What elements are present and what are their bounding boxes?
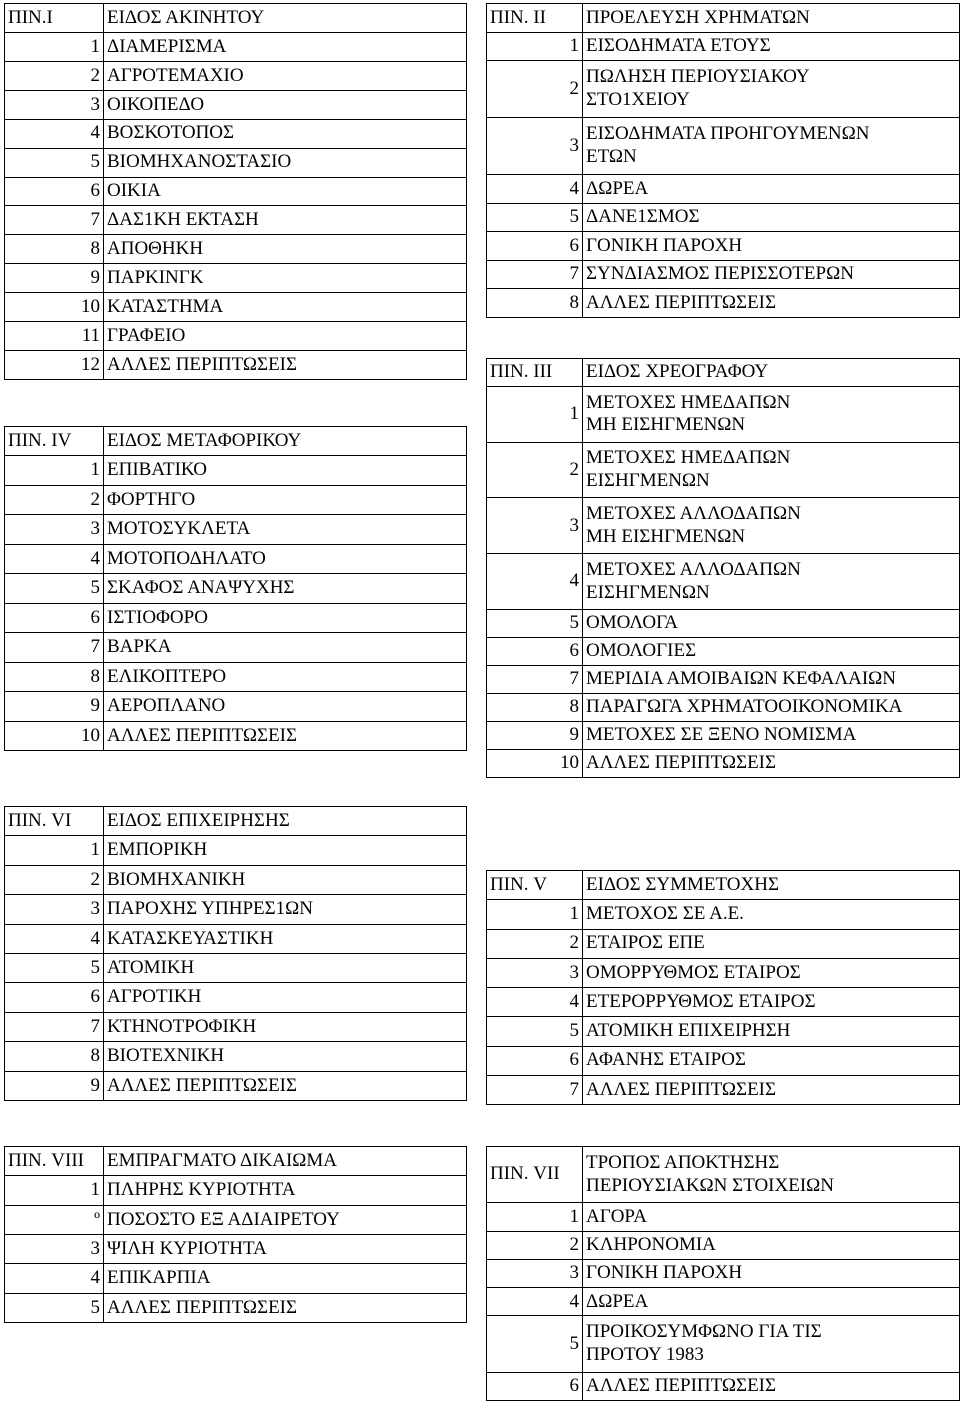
row-label: ΜΕΤΟΧΟΣ ΣΕ Α.Ε. xyxy=(583,900,960,929)
table-business-type xyxy=(4,806,467,1101)
table-row xyxy=(5,32,467,61)
row-label: ΒΑΡΚΑ xyxy=(104,633,467,662)
table-row xyxy=(487,929,960,958)
row-label: ΕΠΙΚΑΡΠΙΑ xyxy=(104,1264,467,1293)
row-code: 9 xyxy=(5,692,104,721)
row-label: ΑΛΛΕΣ ΠΕΡΙΠΤΩΣΕΙΣ xyxy=(104,1293,467,1322)
row-label: ΟΜΟΛΟΓΑ xyxy=(583,609,960,637)
table-money-origin xyxy=(486,3,960,318)
row-code: 12 xyxy=(5,351,104,380)
table-row xyxy=(487,289,960,318)
row-code: 1 xyxy=(487,32,583,61)
table-row xyxy=(487,442,960,498)
row-code: 6 xyxy=(5,603,104,632)
table-header-row xyxy=(5,427,467,456)
table-id: ΠΙΝ. VIII xyxy=(5,1147,104,1176)
row-label: ΜΕΡΙΔΙΑ ΑΜΟΙΒΑΙΩΝ ΚΕΦΑΛΑΙΩΝ xyxy=(583,665,960,693)
row-code: 4 xyxy=(5,924,104,953)
row-label: ΕΤΕΡΟΡΡΥΘΜΟΣ ΕΤΑΙΡΟΣ xyxy=(583,988,960,1017)
row-code: 2 xyxy=(487,1231,583,1259)
row-code: 3 xyxy=(487,1259,583,1287)
table-row xyxy=(5,61,467,90)
table-row xyxy=(5,1176,467,1205)
table-row xyxy=(487,665,960,693)
row-label: ΜΕΤΟΧΕΣ ΑΛΛΟΔΑΠΩΝ ΕΙΣΗΓΜΕΝΩΝ xyxy=(583,554,960,610)
row-label: ΒΙΟΜΗΧΑΝΟΣΤΑΣΙΟ xyxy=(104,148,467,177)
row-label: ΚΑΤΑΣΚΕΥΑΣΤΙΚΗ xyxy=(104,924,467,953)
row-code: 3 xyxy=(5,895,104,924)
table-property-type xyxy=(4,3,467,380)
row-code: 6 xyxy=(487,232,583,261)
row-code: 7 xyxy=(487,260,583,289)
row-code: 3 xyxy=(5,515,104,544)
row-label: ΑΛΛΕΣ ΠΕΡΙΠΤΩΣΕΙΣ xyxy=(583,749,960,777)
row-label: ΔΑΣ1ΚΗ ΕΚΤΑΣΗ xyxy=(104,206,467,235)
table-row xyxy=(487,900,960,929)
table-row xyxy=(5,264,467,293)
row-code: 4 xyxy=(5,1264,104,1293)
row-label: ΑΛΛΕΣ ΠΕΡΙΠΤΩΣΕΙΣ xyxy=(583,289,960,318)
table-property-right xyxy=(4,1146,467,1323)
row-label: ΚΛΗΡΟΝΟΜΙΑ xyxy=(583,1231,960,1259)
row-code: 2 xyxy=(5,61,104,90)
table-row xyxy=(5,119,467,148)
row-label: ΑΦΑΝΗΣ ΕΤΑΙΡΟΣ xyxy=(583,1046,960,1075)
row-code: 6 xyxy=(487,1372,583,1400)
row-label: ΑΛΛΕΣ ΠΕΡΙΠΤΩΣΕΙΣ xyxy=(104,1071,467,1100)
row-code: 1 xyxy=(5,1176,104,1205)
row-label: ΒΙΟΤΕΧΝΙΚΗ xyxy=(104,1042,467,1071)
row-label: ΠΑΡΚΙΝΓΚ xyxy=(104,264,467,293)
table-row xyxy=(5,322,467,351)
table-row xyxy=(5,1234,467,1263)
row-code: 5 xyxy=(5,148,104,177)
row-code: 5 xyxy=(5,574,104,603)
row-label: ΑΓΟΡΑ xyxy=(583,1203,960,1231)
table-id: ΠΙΝ. III xyxy=(487,359,583,387)
table-row xyxy=(5,721,467,750)
row-code: 4 xyxy=(487,175,583,204)
table-participation-type xyxy=(486,870,960,1105)
row-label: ΦΟΡΤΗΓΟ xyxy=(104,485,467,514)
row-label: ΠΑΡΑΓΩΓΑ ΧΡΗΜΑΤΟΟΙΚΟΝΟΜΙΚΑ xyxy=(583,693,960,721)
table-row xyxy=(5,1264,467,1293)
table-id: ΠΙΝ. II xyxy=(487,4,583,33)
table-row xyxy=(5,574,467,603)
row-code: 3 xyxy=(487,118,583,175)
row-label: ΑΠΟΘΗΚΗ xyxy=(104,235,467,264)
row-code: 9 xyxy=(5,264,104,293)
row-label: ΠΟΣΟΣΤΟ ΕΞ ΑΔΙΑΙΡΕΤΟΥ xyxy=(104,1205,467,1234)
table-row xyxy=(5,177,467,206)
row-label: ΓΟΝΙΚΗ ΠΑΡΟΧΗ xyxy=(583,232,960,261)
table-acquisition-method xyxy=(486,1146,960,1401)
row-code: 11 xyxy=(5,322,104,351)
row-code: 3 xyxy=(487,498,583,554)
table-row xyxy=(487,1046,960,1075)
row-label: ΔΑΝΕ1ΣΜΟΣ xyxy=(583,203,960,232)
row-code: 8 xyxy=(487,693,583,721)
row-code: 4 xyxy=(487,554,583,610)
table-vehicle-type xyxy=(4,426,467,751)
table-row xyxy=(5,924,467,953)
row-label: ΠΡΟΙΚΟΣΥΜΦΩΝΟ ΓΙΑ ΤΙΣ ΠΡΟΤΟΥ 1983 xyxy=(583,1316,960,1372)
row-code: 1 xyxy=(487,900,583,929)
row-label: ΓΟΝΙΚΗ ΠΑΡΟΧΗ xyxy=(583,1259,960,1287)
table-header-row xyxy=(487,1147,960,1203)
row-label: ΟΙΚΟΠΕΔΟ xyxy=(104,90,467,119)
row-code: 5 xyxy=(487,203,583,232)
table-row xyxy=(487,1316,960,1372)
table-row xyxy=(5,485,467,514)
row-code: 2 xyxy=(487,61,583,118)
row-label: ΑΛΛΕΣ ΠΕΡΙΠΤΩΣΕΙΣ xyxy=(104,351,467,380)
row-label: ΕΠΙΒΑΤΙΚΟ xyxy=(104,456,467,485)
table-row xyxy=(5,293,467,322)
table-title: ΤΡΟΠΟΣ ΑΠΟΚΤΗΣΗΣ ΠΕΡΙΟΥΣΙΑΚΩΝ ΣΤΟΙΧΕΙΩΝ xyxy=(583,1147,960,1203)
table-row xyxy=(5,206,467,235)
table-id: ΠΙΝ. VI xyxy=(5,807,104,836)
row-label: ΜΟΤΟΠΟΔΗΛΑΤΟ xyxy=(104,544,467,573)
row-code: 8 xyxy=(5,662,104,691)
table-row xyxy=(5,456,467,485)
table-id: ΠΙΝ.Ι xyxy=(5,4,104,33)
row-code: 5 xyxy=(487,1017,583,1046)
row-code: 6 xyxy=(487,1046,583,1075)
row-label: ΑΛΛΕΣ ΠΕΡΙΠΤΩΣΕΙΣ xyxy=(583,1075,960,1104)
table-row xyxy=(487,118,960,175)
table-title: ΕΙΔΟΣ ΜΕΤΑΦΟΡΙΚΟΥ xyxy=(104,427,467,456)
row-code: 1 xyxy=(5,32,104,61)
table-id: ΠΙΝ. IV xyxy=(5,427,104,456)
row-label: ΒΙΟΜΗΧΑΝΙΚΗ xyxy=(104,865,467,894)
table-row xyxy=(5,662,467,691)
row-label: ΠΛΗΡΗΣ ΚΥΡΙΟΤΗΤΑ xyxy=(104,1176,467,1205)
row-code: 5 xyxy=(5,1293,104,1322)
table-header-row xyxy=(487,359,960,387)
row-code: 7 xyxy=(5,1012,104,1041)
row-code: 2 xyxy=(5,485,104,514)
table-header-row xyxy=(487,4,960,33)
row-label: ΑΤΟΜΙΚΗ ΕΠΙΧΕΙΡΗΣΗ xyxy=(583,1017,960,1046)
row-code: 1 xyxy=(487,387,583,443)
row-label: ΣΚΑΦΟΣ ΑΝΑΨΥΧΗΣ xyxy=(104,574,467,603)
row-code: 10 xyxy=(5,721,104,750)
table-row xyxy=(487,387,960,443)
row-code: 3 xyxy=(5,1234,104,1263)
table-title: ΕΙΔΟΣ ΣΥΜΜΕΤΟΧΗΣ xyxy=(583,871,960,900)
row-code: 7 xyxy=(487,665,583,693)
row-label: ΔΙΑΜΕΡΙΣΜΑ xyxy=(104,32,467,61)
table-row xyxy=(487,1017,960,1046)
row-label: ΚΑΤΑΣΤΗΜΑ xyxy=(104,293,467,322)
row-label: ΕΛΙΚΟΠΤΕΡΟ xyxy=(104,662,467,691)
row-code: 6 xyxy=(5,177,104,206)
row-code: 7 xyxy=(5,206,104,235)
row-code: 1 xyxy=(5,456,104,485)
row-label: ΕΙΣΟΔΗΜΑΤΑ ΠΡΟΗΓΟΥΜΕΝΩΝ ΕΤΩΝ xyxy=(583,118,960,175)
table-row xyxy=(487,721,960,749)
row-code: 4 xyxy=(487,988,583,1017)
row-code: 3 xyxy=(487,958,583,987)
table-row xyxy=(5,235,467,264)
table-header-row xyxy=(487,871,960,900)
row-label: ΜΕΤΟΧΕΣ ΣΕ ΞΕΝΟ ΝΟΜΙΣΜΑ xyxy=(583,721,960,749)
row-code: 8 xyxy=(5,235,104,264)
row-label: ΔΩΡΕΑ xyxy=(583,175,960,204)
table-title: ΕΙΔΟΣ ΑΚΙΝΗΤΟΥ xyxy=(104,4,467,33)
table-row xyxy=(487,693,960,721)
row-code: 4 xyxy=(5,119,104,148)
table-row xyxy=(5,351,467,380)
table-row xyxy=(5,1012,467,1041)
row-label: ΜΕΤΟΧΕΣ ΑΛΛΟΔΑΠΩΝ ΜΗ ΕΙΣΗΓΜΕΝΩΝ xyxy=(583,498,960,554)
table-title: ΠΡΟΕΛΕΥΣΗ ΧΡΗΜΑΤΩΝ xyxy=(583,4,960,33)
table-row xyxy=(487,32,960,61)
table-row xyxy=(5,865,467,894)
table-row xyxy=(5,692,467,721)
row-label: ΜΕΤΟΧΕΣ ΗΜΕΔΑΠΩΝ ΕΙΣΗΓΜΕΝΩΝ xyxy=(583,442,960,498)
table-row xyxy=(487,203,960,232)
row-label: ΑΛΛΕΣ ΠΕΡΙΠΤΩΣΕΙΣ xyxy=(583,1372,960,1400)
row-code: 5 xyxy=(5,953,104,982)
row-code: 9 xyxy=(5,1071,104,1100)
row-code: 4 xyxy=(5,544,104,573)
table-row xyxy=(487,1372,960,1400)
row-code: 2 xyxy=(487,929,583,958)
row-code: 2 xyxy=(487,442,583,498)
table-row xyxy=(5,836,467,865)
row-code: 6 xyxy=(487,637,583,665)
row-code: 7 xyxy=(487,1075,583,1104)
row-label: ΓΡΑΦΕΙΟ xyxy=(104,322,467,351)
table-header-row xyxy=(5,807,467,836)
table-row xyxy=(5,90,467,119)
table-header-row xyxy=(5,4,467,33)
table-row xyxy=(5,515,467,544)
table-header-row xyxy=(5,1147,467,1176)
table-row xyxy=(5,544,467,573)
row-code: 5 xyxy=(487,1316,583,1372)
table-row xyxy=(487,1075,960,1104)
row-code: 7 xyxy=(5,633,104,662)
table-row xyxy=(5,895,467,924)
row-code: 8 xyxy=(5,1042,104,1071)
table-row xyxy=(487,1203,960,1231)
row-label: ΠΑΡΟΧΗΣ ΥΠΗΡΕΣ1ΩΝ xyxy=(104,895,467,924)
table-row xyxy=(5,1293,467,1322)
row-label: ΕΜΠΟΡΙΚΗ xyxy=(104,836,467,865)
row-code: 5 xyxy=(487,609,583,637)
row-code: 4 xyxy=(487,1288,583,1316)
row-label: ΣΥΝΔΙΑΣΜΟΣ ΠΕΡΙΣΣΟΤΕΡΩΝ xyxy=(583,260,960,289)
row-label: ΒΟΣΚΟΤΟΠΟΣ xyxy=(104,119,467,148)
row-label: ΟΜΟΡΡΥΘΜΟΣ ΕΤΑΙΡΟΣ xyxy=(583,958,960,987)
row-label: ΨΙΛΗ ΚΥΡΙΟΤΗΤΑ xyxy=(104,1234,467,1263)
row-label: ΕΤΑΙΡΟΣ ΕΠΕ xyxy=(583,929,960,958)
row-code: 8 xyxy=(487,289,583,318)
table-row xyxy=(5,603,467,632)
row-label: ΑΓΡΟΤΕΜΑΧΙΟ xyxy=(104,61,467,90)
row-code: 9 xyxy=(487,721,583,749)
row-label: ΙΣΤΙΟΦΟΡΟ xyxy=(104,603,467,632)
row-label: ΔΩΡΕΑ xyxy=(583,1288,960,1316)
table-row xyxy=(487,232,960,261)
row-label: ΠΩΛΗΣΗ ΠΕΡΙΟΥΣΙΑΚΟΥ ΣΤΟ1ΧΕΙΟΥ xyxy=(583,61,960,118)
table-row xyxy=(5,148,467,177)
table-row xyxy=(487,637,960,665)
table-row xyxy=(487,609,960,637)
row-label: ΚΤΗΝΟΤΡΟΦΙΚΗ xyxy=(104,1012,467,1041)
table-id: ΠΙΝ. V xyxy=(487,871,583,900)
table-row xyxy=(5,953,467,982)
table-title: ΕΙΔΟΣ ΕΠΙΧΕΙΡΗΣΗΣ xyxy=(104,807,467,836)
table-row xyxy=(487,61,960,118)
row-label: ΜΕΤΟΧΕΣ ΗΜΕΔΑΠΩΝ ΜΗ ΕΙΣΗΓΜΕΝΩΝ xyxy=(583,387,960,443)
table-row xyxy=(487,1231,960,1259)
row-code: 6 xyxy=(5,983,104,1012)
table-row xyxy=(487,554,960,610)
row-code: 1 xyxy=(487,1203,583,1231)
row-label: ΑΤΟΜΙΚΗ xyxy=(104,953,467,982)
table-row xyxy=(487,1288,960,1316)
table-row xyxy=(487,1259,960,1287)
row-code: 10 xyxy=(487,749,583,777)
table-security-type xyxy=(486,358,960,778)
row-label: ΜΟΤΟΣΥΚΛΕΤΑ xyxy=(104,515,467,544)
table-row xyxy=(487,749,960,777)
row-label: ΑΕΡΟΠΛΑΝΟ xyxy=(104,692,467,721)
row-label: ΕΙΣΟΔΗΜΑΤΑ ΕΤΟΥΣ xyxy=(583,32,960,61)
row-code: 3 xyxy=(5,90,104,119)
table-row xyxy=(5,983,467,1012)
row-code: 2 xyxy=(5,865,104,894)
table-title: ΕΙΔΟΣ ΧΡΕΟΓΡΑΦΟΥ xyxy=(583,359,960,387)
table-title: ΕΜΠΡΑΓΜΑΤΟ ΔΙΚΑΙΩΜΑ xyxy=(104,1147,467,1176)
row-label: ΑΓΡΟΤΙΚΗ xyxy=(104,983,467,1012)
row-code: 1 xyxy=(5,836,104,865)
table-row xyxy=(5,1205,467,1234)
table-row xyxy=(487,260,960,289)
row-label: ΟΜΟΛΟΓΙΕΣ xyxy=(583,637,960,665)
row-code: 10 xyxy=(5,293,104,322)
table-row xyxy=(487,175,960,204)
table-row xyxy=(487,958,960,987)
table-row xyxy=(5,1042,467,1071)
table-row xyxy=(5,1071,467,1100)
row-code: º xyxy=(5,1205,104,1234)
table-row xyxy=(5,633,467,662)
table-row xyxy=(487,988,960,1017)
table-id: ΠΙΝ. VII xyxy=(487,1147,583,1203)
row-label: ΑΛΛΕΣ ΠΕΡΙΠΤΩΣΕΙΣ xyxy=(104,721,467,750)
row-label: ΟΙΚΙΑ xyxy=(104,177,467,206)
table-row xyxy=(487,498,960,554)
